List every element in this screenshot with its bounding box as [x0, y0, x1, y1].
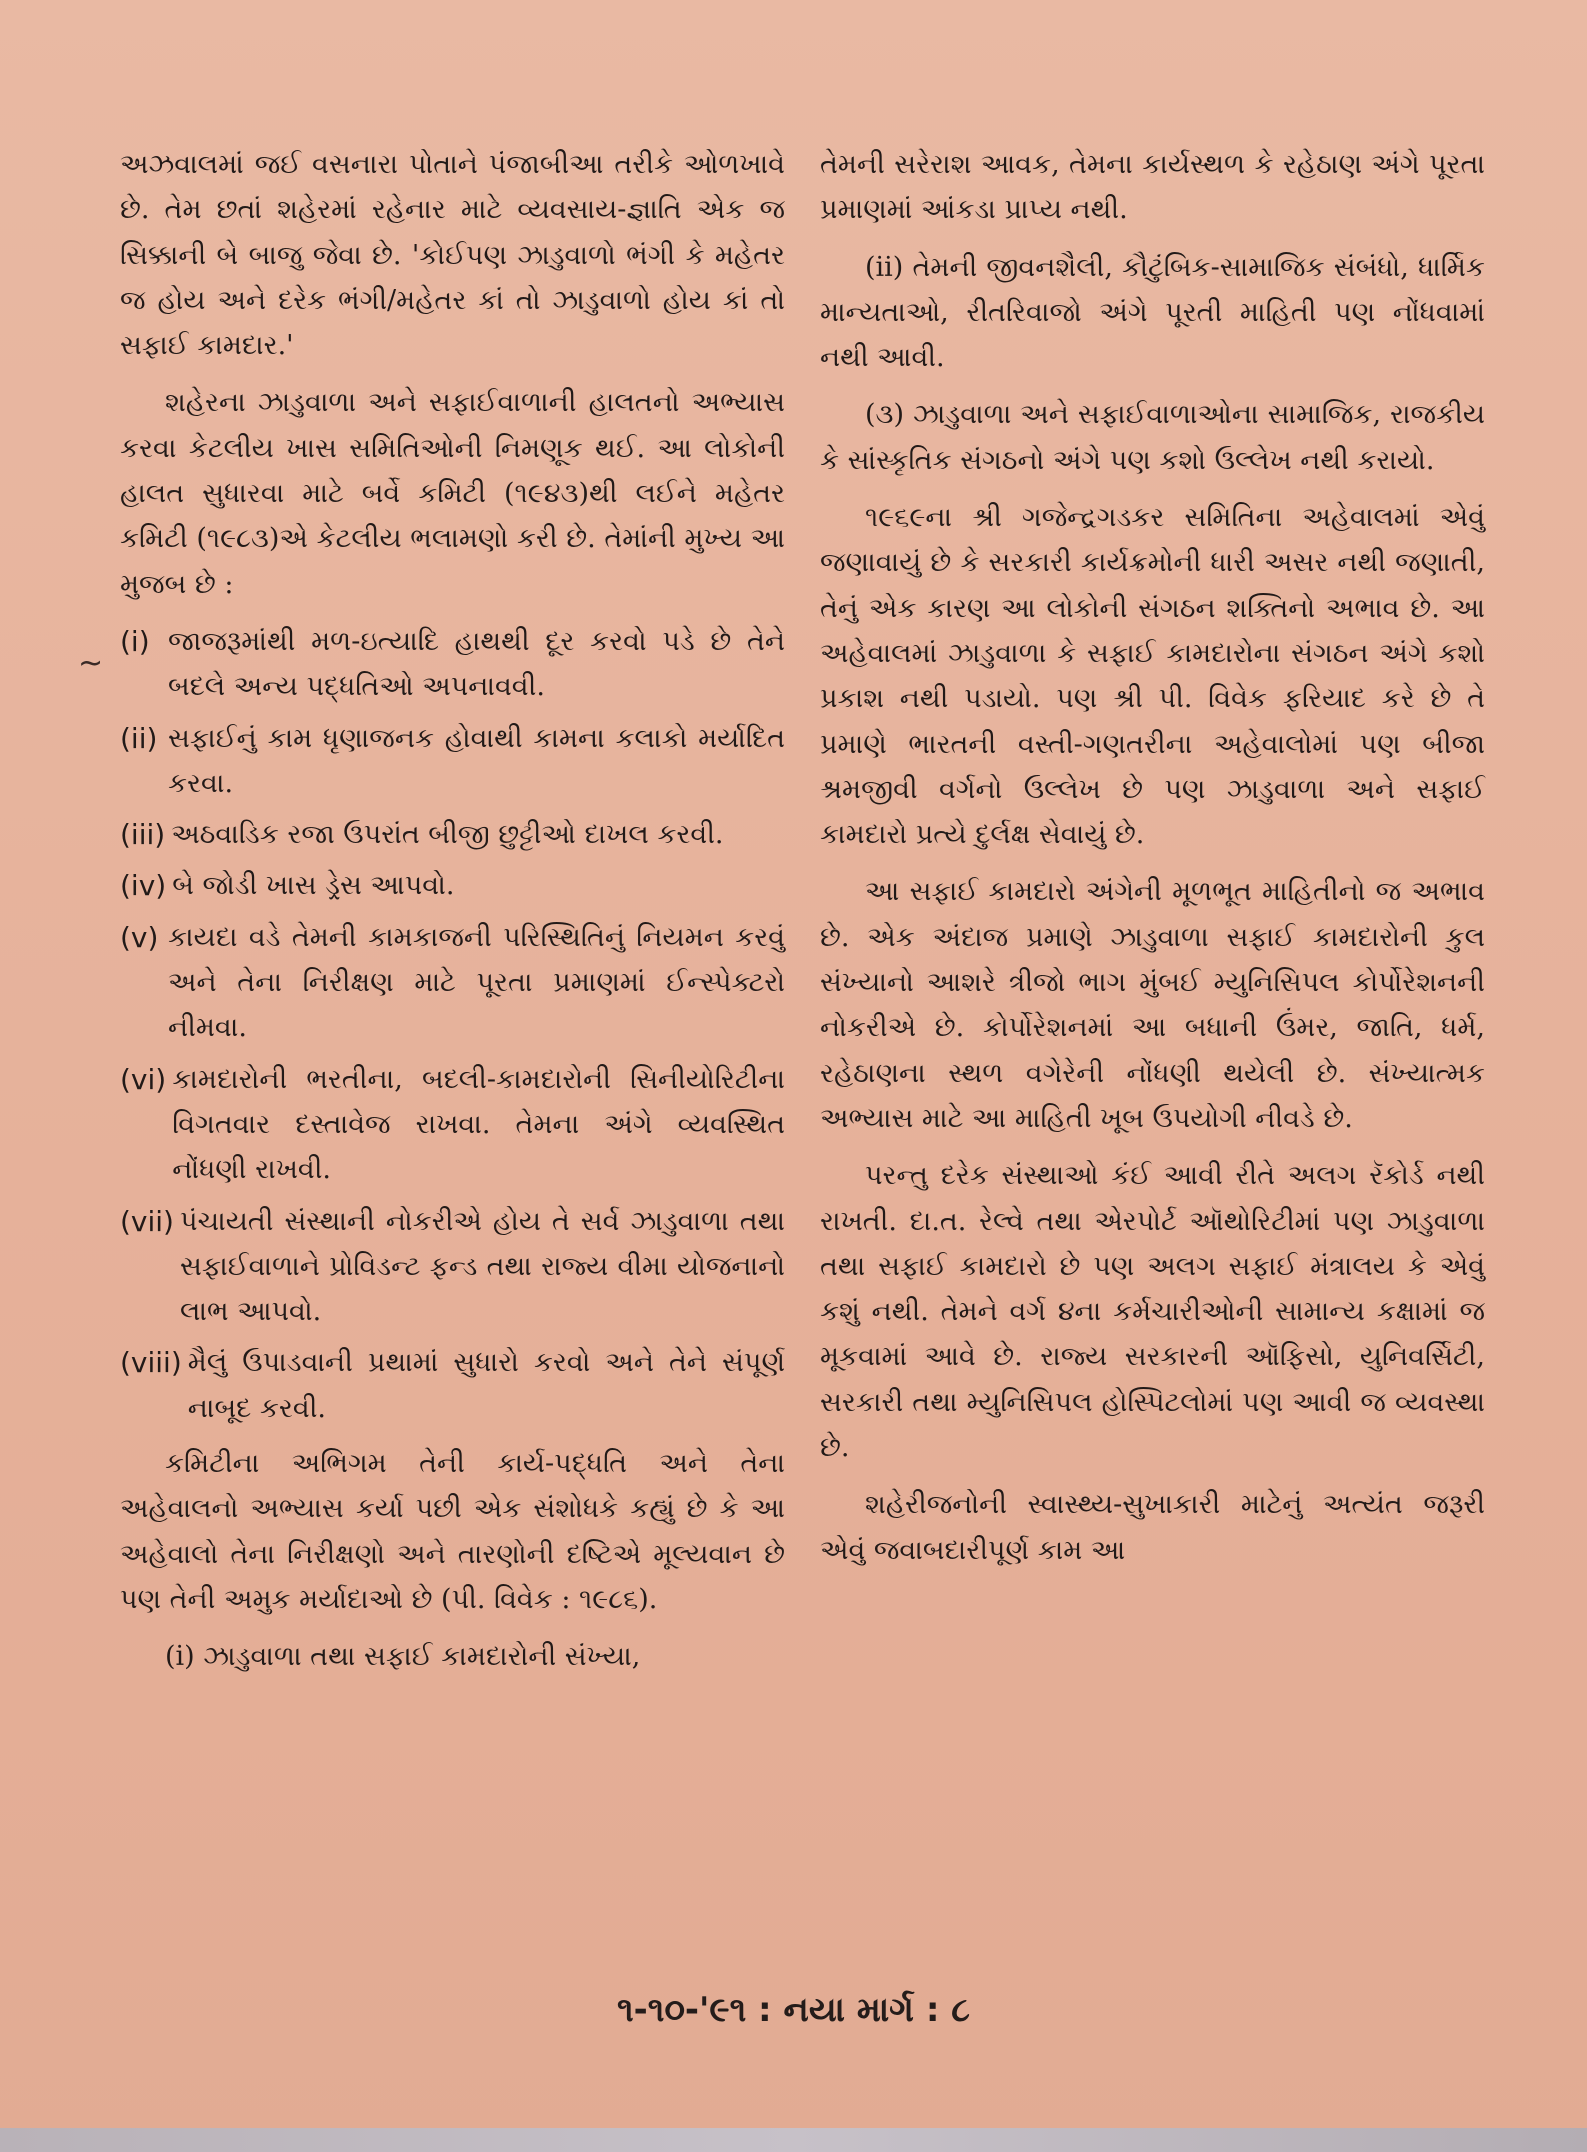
limitation-i-continued: તેમની સરેરાશ આવક, તેમના કાર્યસ્થળ કે રહેઠાણ અંગે પૂરતા પ્રમાણમાં આંકડા પ્રાપ્ય નથી. — [820, 149, 1485, 226]
list-text: કામદારોની ભરતીના, બદલી-કામદારોની સિનીયોરિટીના વિગતવાર દસ્તાવેજ રાખવા. તેમના અંગે વ્યવસ્થિત નોંધણી રાખવી. — [172, 1063, 785, 1186]
intro-paragraph: અઝવાલમાં જઈ વસનારા પોતાને પંજાબીઆ તરીકે ઓળખાવે છે. તેમ છતાં શહેરમાં રહેનાર માટે વ્યવસાય-જ્ઞાતિ એક જ સિક્કાની બે બાજુ જેવા છે. 'કોઈપણ ઝાડુવાળો ભંગી કે મહેતર જ હોય અને દરેક ભંગી/મહેતર કાં તો ઝાડુવાળો હોય કાં તો સફાઈ કામદાર.' — [120, 149, 785, 362]
left-column — [120, 142, 785, 1692]
list-item — [120, 812, 785, 857]
committees-paragraph: શહેરના ઝાડુવાળા અને સફાઈવાળાની હાલતનો અભ્યાસ કરવા કેટલીય ખાસ સમિતિઓની નિમણૂક થઈ. આ લોકોની હાલત સુધારવા માટે બર્વે કમિટી (૧૯૪૩)થી લઈને મહેતર કમિટી (૧૯૮૩)એ કેટલીય ભલામણો કરી છે. તેમાંની મુખ્ય આ મુજબ છે : — [120, 387, 785, 600]
list-item — [120, 915, 785, 1051]
list-marker: (iv) — [120, 869, 167, 903]
list-text: અઠવાડિક રજા ઉપરાંત બીજી છુટ્ટીઓ દાખલ કરવી. — [171, 819, 724, 851]
list-marker: (v) — [120, 920, 159, 954]
list-text: કાયદા વડે તેમની કામકાજની પરિસ્થિતિનું નિયમન કરવું અને તેના નિરીક્ષણ માટે પૂરતા પ્રમાણમાં ઈન્સ્પેક્ટરો નીમવા. — [168, 921, 785, 1044]
evaluation-paragraph: કમિટીના અભિગમ તેની કાર્ય-પદ્ધતિ અને તેના અહેવાલનો અભ્યાસ કર્યા પછી એક સંશોધકે કહ્યું છે કે આ અહેવાલો તેના નિરીક્ષણો અને તારણોની દષ્ટિએ મૂલ્યવાન છે પણ તેની અમુક મર્યાદાઓ છે (પી. વિવેક : ૧૯૮૬). — [120, 1448, 785, 1615]
list-marker: (vii) — [120, 1204, 174, 1238]
list-text: મૈલું ઉપાડવાની પ્રથામાં સુધારો કરવો અને તેને સંપૂર્ણ નાબૂદ કરવી. — [187, 1347, 785, 1424]
list-text: સફાઈનું કામ ધૃણાજનક હોવાથી કામના કલાકો મર્યાદિત કરવા. — [168, 722, 785, 799]
list-item — [120, 619, 785, 710]
limitation-ii-paragraph: (ii) તેમની જીવનશૈલી, કૌટુંબિક-સામાજિક સંબંધો, ધાર્મિક માન્યતાઓ, રીતરિવાજો અંગે પૂરતી માહિતી પણ નોંધવામાં નથી આવી. — [820, 251, 1485, 374]
list-item — [120, 1199, 785, 1335]
gajendragadkar-paragraph: ૧૯૬૯ના શ્રી ગજેન્દ્રગડકર સમિતિના અહેવાલમાં એવું જણાવાયું છે કે સરકારી કાર્યક્રમોની ધારી અસર નથી જણાતી, તેનું એક કારણ આ લોકોની સંગઠન શક્તિનો અભાવ છે. આ અહેવાલમાં ઝાડુવાળા કે સફાઈ કામદારોના સંગઠન અંગે કશો પ્રકાશ નથી પડાયો. પણ શ્રી પી. વિવેક ફરિયાદ કરે છે તે પ્રમાણે ભારતની વસ્તી-ગણતરીના અહેવાલોમાં પણ બીજા શ્રમજીવી વર્ગનો ઉલ્લેખ છે પણ ઝાડુવાળા અને સફાઈ કામદારો પ્રત્યે દુર્લક્ષ સેવાયું છે. — [820, 502, 1485, 851]
recommendations-list — [120, 619, 785, 1431]
limitation-iii-paragraph: (૩) ઝાડુવાળા અને સફાઈવાળાઓના સામાજિક, રાજકીય કે સાંસ્કૃતિક સંગઠનો અંગે પણ કશો ઉલ્લેખ નથી કરાયો. — [820, 399, 1485, 476]
right-column — [820, 142, 1485, 1585]
list-marker: (vi) — [120, 1062, 167, 1096]
list-text: જાજરૂમાંથી મળ-ઇત્યાદિ હાથથી દૂર કરવો પડે છે તેને બદલે અન્ય પદ્ધતિઓ અપનાવવી. — [168, 625, 785, 703]
list-item — [120, 1340, 785, 1431]
basic-info-paragraph: આ સફાઈ કામદારો અંગેની મૂળભૂત માહિતીનો જ અભાવ છે. એક અંદાજ પ્રમાણે ઝાડુવાળા સફાઈ કામદારોની કુલ સંખ્યાનો આશરે ત્રીજો ભાગ મુંબઈ મ્યુનિસિપલ કોર્પોરેશનની નોકરીએ છે. કોર્પોરેશનમાં આ બધાની ઉંમર, જાતિ, ધર્મ, રહેઠાણના સ્થળ વગેરેની નોંધણી થયેલી છે. સંખ્યાત્મક અભ્યાસ માટે આ માહિતી ખૂબ ઉપયોગી નીવડે છે. — [820, 876, 1485, 1134]
list-item — [120, 863, 785, 908]
margin-mark: ~ — [78, 646, 104, 681]
list-marker: (iii) — [120, 818, 166, 852]
list-marker: (i) — [120, 624, 150, 658]
list-item — [120, 716, 785, 807]
list-item — [120, 1057, 785, 1193]
list-marker: (ii) — [120, 721, 158, 755]
list-marker: (viii) — [120, 1346, 182, 1380]
records-paragraph: પરન્તુ દરેક સંસ્થાઓ કંઈ આવી રીતે અલગ રૅકોર્ડ નથી રાખતી. દા.ત. રેલ્વે તથા એરપોર્ટ ઑથોરિટીમાં પણ ઝાડુવાળા તથા સફાઈ કામદારો છે પણ અલગ સફાઈ મંત્રાલય કે એવું કશું નથી. તેમને વર્ગ ૪ના કર્મચારીઓની સામાન્ય કક્ષામાં જ મૂકવામાં આવે છે. રાજ્ય સરકારની ઑફિસો, યુનિવર્સિટી, સરકારી તથા મ્યુનિસિપલ હોસ્પિટલોમાં પણ આવી જ વ્યવસ્થા છે. — [820, 1160, 1485, 1464]
list-text: પંચાયતી સંસ્થાની નોકરીએ હોય તે સર્વ ઝાડુવાળા તથા સફાઈવાળાને પ્રોવિડન્ટ ફન્ડ તથા રાજ્ય વીમા યોજનાનો લાભ આપવો. — [179, 1205, 785, 1328]
list-text: બે જોડી ખાસ ડ્રેસ આપવો. — [172, 870, 455, 902]
limitation-i-paragraph: (i) ઝાડુવાળા તથા સફાઈ કામદારોની સંખ્યા, — [165, 1641, 641, 1673]
page-footer: ૧-૧૦-'૯૧ : નયા માર્ગ : ૮ — [617, 1990, 970, 2030]
scan-edge-strip — [0, 2128, 1587, 2152]
health-paragraph: શહેરીજનોની સ્વાસ્થ્ય-સુખાકારી માટેનું અત્યંત જરૂરી એવું જવાબદારીપૂર્ણ કામ આ — [820, 1489, 1485, 1566]
